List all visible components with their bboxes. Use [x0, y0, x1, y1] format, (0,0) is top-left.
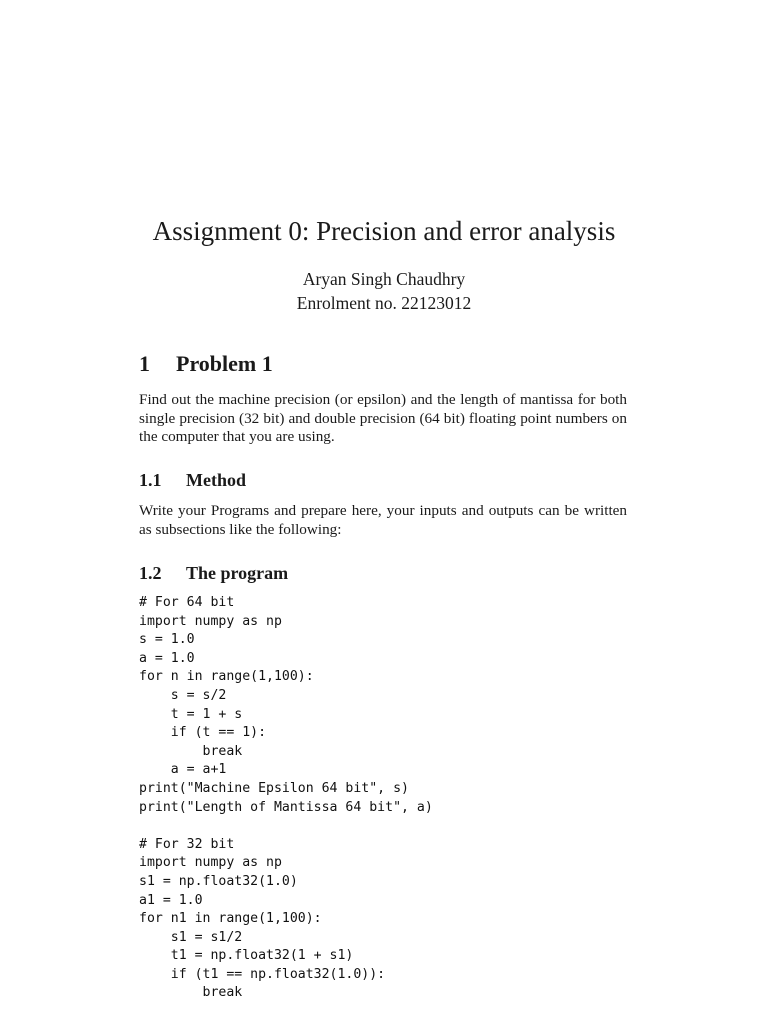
code-line: break [139, 743, 243, 759]
author-name: Aryan Singh Chaudhry [302, 269, 466, 289]
code-line: s = 1.0 [139, 632, 195, 648]
code-line: t = 1 + s [139, 706, 243, 722]
code-line: s = s/2 [139, 687, 227, 703]
code-line: for n in range(1,100): [139, 669, 314, 685]
code-line: print("Machine Epsilon 64 bit", s) [139, 780, 409, 796]
subsection-number: 1.1 [139, 470, 162, 490]
code-line: # For 32 bit [139, 836, 235, 852]
subsection-heading-method [139, 468, 246, 492]
code-line: a1 = 1.0 [139, 892, 203, 908]
subsection-title: The program [186, 563, 289, 583]
document-title: Assignment 0: Precision and error analysis [152, 216, 616, 246]
section-heading-problem-1 [139, 350, 273, 378]
code-line: if (t1 == np.float32(1.0)): [139, 966, 386, 982]
code-line: import numpy as np [139, 855, 282, 871]
code-line: s1 = np.float32(1.0) [139, 873, 298, 889]
problem-statement: Find out the machine precision (or epsilon) and the length of mantissa for both single precision (32 bit) and double precision (64 bit) floating point numbers on the computer that you are using. [139, 391, 627, 445]
code-line: for n1 in range(1,100): [139, 911, 322, 927]
code-line: # For 64 bit [139, 595, 235, 610]
enrolment-number: Enrolment no. 22123012 [296, 292, 472, 313]
author-block [0, 268, 768, 315]
code-listing [139, 594, 433, 1003]
code-line: a = a+1 [139, 762, 227, 778]
code-line: import numpy as np [139, 613, 282, 629]
code-line: if (t == 1): [139, 725, 267, 741]
code-line: break [139, 985, 243, 1001]
code-line: a = 1.0 [139, 650, 195, 666]
subsection-heading-program [139, 561, 288, 585]
method-paragraph: Write your Programs and prepare here, your inputs and outputs can be written as subsections like the following: [139, 502, 627, 538]
subsection-title: Method [186, 470, 246, 490]
code-line: t1 = np.float32(1 + s1) [139, 948, 354, 964]
section-title: Problem 1 [176, 351, 273, 376]
code-line: s1 = s1/2 [139, 929, 243, 945]
code-line [139, 817, 433, 836]
code-line: print("Length of Mantissa 64 bit", a) [139, 799, 433, 815]
section-number: 1 [139, 351, 150, 376]
subsection-number: 1.2 [139, 563, 162, 583]
